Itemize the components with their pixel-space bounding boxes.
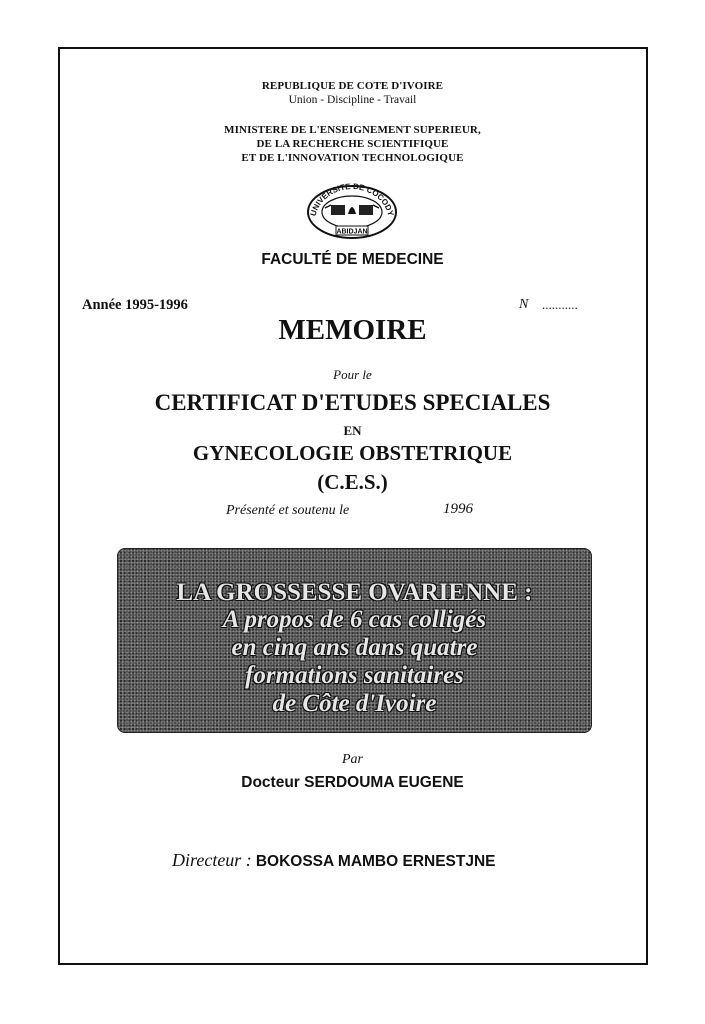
director-name: BOKOSSA MAMBO ERNESTJNE [255, 853, 496, 870]
svg-text:ABIDJAN: ABIDJAN [336, 228, 368, 236]
director-line [172, 850, 496, 871]
author-name: Docteur SERDOUMA EUGENE [241, 774, 464, 791]
ministry-line-3: ET DE L'INNOVATION TECHNOLOGIQUE [241, 152, 464, 164]
pour-le-label: Pour le [333, 367, 372, 382]
en-label: EN [343, 423, 362, 438]
director-label: Directeur : [172, 850, 252, 870]
par-label: Par [342, 752, 363, 767]
certificate-heading: CERTIFICAT D'ETUDES SPECIALES [154, 390, 551, 415]
thesis-title-box [117, 548, 592, 733]
document-title: MEMOIRE [278, 314, 427, 346]
specialty-heading: GYNECOLOGIE OBSTETRIQUE [192, 441, 513, 465]
thesis-line-1: LA GROSSESSE OVARIENNE : [176, 579, 533, 606]
presented-label: Présenté et soutenu le [226, 503, 350, 518]
republic-heading: REPUBLIQUE DE COTE D'IVOIRE [261, 80, 444, 92]
faculty-heading: FACULTÉ DE MEDECINE [261, 251, 444, 268]
svg-text:UNIVERSITE DE COCODY: UNIVERSITE DE COCODY [308, 181, 396, 218]
thesis-line-3: en cinq ans dans quatre [231, 634, 478, 661]
academic-year: Année 1995-1996 [82, 297, 188, 313]
national-motto: Union - Discipline - Travail [288, 94, 417, 106]
ministry-line-1: MINISTERE DE L'ENSEIGNEMENT SUPERIEUR, [224, 124, 481, 136]
thesis-line-5: de Côte d'Ivoire [272, 690, 437, 717]
ministry-line-2: DE LA RECHERCHE SCIENTIFIQUE [256, 138, 449, 150]
thesis-line-2: A propos de 6 cas colligés [222, 606, 487, 633]
thesis-line-4: formations sanitaires [245, 662, 464, 689]
presented-year: 1996 [443, 501, 473, 517]
number-placeholder: ........... [542, 297, 578, 312]
number-label: N [519, 297, 529, 312]
university-seal-logo [303, 178, 401, 240]
ces-abbreviation: (C.E.S.) [317, 470, 388, 494]
